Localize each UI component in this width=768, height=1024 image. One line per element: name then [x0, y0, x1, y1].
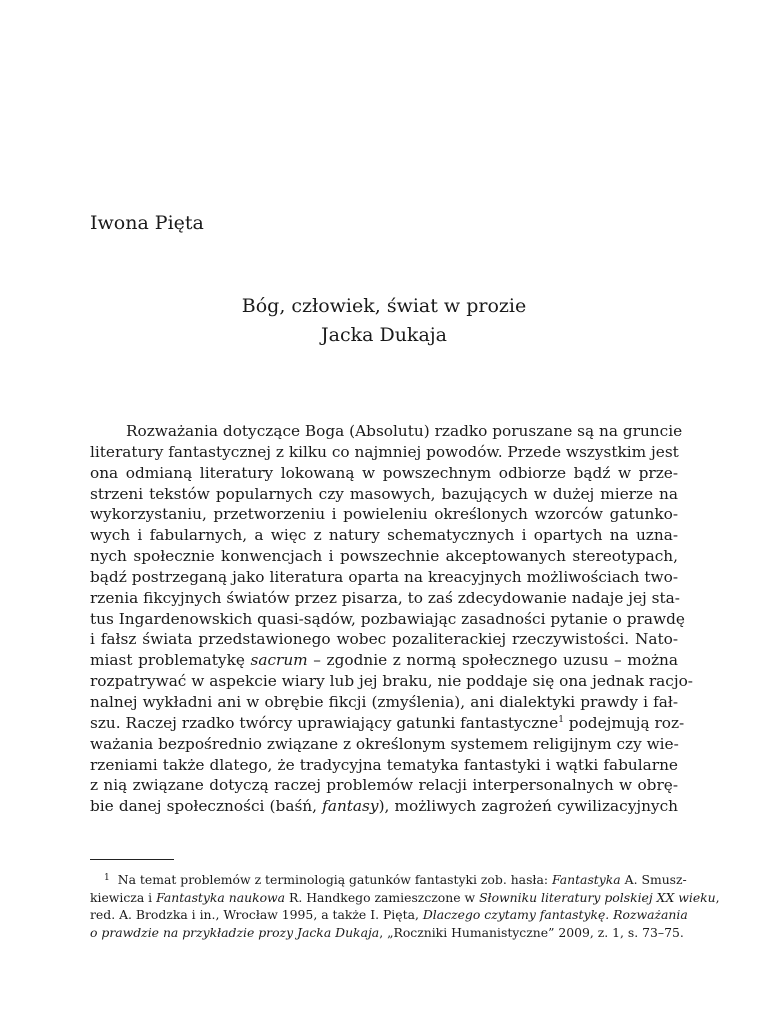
- footnote-separator: [90, 859, 174, 860]
- footnote-text-segment: Na temat problemów z terminologią gatunków fantastyki zob. hasła:: [117, 872, 552, 887]
- body-line: wych i fabularnych, a więc z natury schematycznych i opartych na uzna-: [90, 526, 678, 545]
- body-line: nych społecznie konwencjach i powszechnie akceptowanych stereotypach,: [90, 547, 678, 566]
- italic-term-sacrum: sacrum: [250, 651, 308, 670]
- title-line-2: Jacka Dukaja: [321, 324, 447, 346]
- body-line: z nią związane dotyczą raczej problemów relacji interpersonalnych w obrę-: [90, 776, 678, 795]
- body-line: [90, 796, 678, 817]
- body-text-segment: bie danej społeczności (baśń,: [90, 797, 323, 816]
- body-text-segment: szu. Raczej rzadko twórcy uprawiający gatunki fantastyczne: [90, 713, 559, 732]
- body-line: ona odmianą literatury lokowaną w powszechnym odbiorze bądź w prze-: [90, 463, 678, 482]
- footnote-italic-title: o prawdzie na przykładzie prozy Jacka Dukaja: [90, 924, 380, 940]
- footnote-text-segment: A. Smusz-: [620, 872, 687, 887]
- author-name: Iwona Pięta: [90, 212, 204, 234]
- body-text-segment: ), możliwych zagrożeń cywilizacyjnych: [378, 797, 678, 816]
- footnote-text-segment: ,: [715, 889, 720, 905]
- article-title: [90, 292, 678, 350]
- body-text-segment: podejmują roz-: [563, 713, 685, 732]
- body-paragraph: [90, 421, 693, 817]
- footnote-line: [90, 889, 720, 907]
- body-line: wykorzystaniu, przetworzeniu i powieleniu określonych wzorców gatunko-: [90, 505, 678, 524]
- body-line: [90, 650, 678, 671]
- body-line: nalnej wykładni ani w obrębie fikcji (zmyślenia), ani dialektyki prawdy i fał-: [90, 692, 678, 711]
- footnote-text-segment: red. A. Brodzka i in., Wrocław 1995, a także I. Pięta,: [90, 907, 423, 922]
- footnote-reference[interactable]: 1: [558, 714, 564, 725]
- body-text-segment: miast problematykę: [90, 651, 251, 670]
- italic-term-fantasy: fantasy: [322, 797, 379, 816]
- footnote-line: [90, 906, 688, 924]
- body-line: strzeni tekstów popularnych czy masowych, bazujących w dużej mierze na: [90, 484, 678, 503]
- body-line: tus Ingardenowskich quasi-sądów, pozbawiając zasadności pytanie o prawdę: [90, 609, 685, 628]
- body-line: literatury fantastycznej z kilku co najmniej powodów. Przede wszystkim jest: [90, 442, 679, 461]
- body-line: rzeniami także dlatego, że tradycyjna tematyka fantastyki i wątki fabularne: [90, 755, 678, 774]
- footnote-text-segment: R. Handkego zamieszczone w: [285, 889, 480, 905]
- body-line: bądź postrzeganą jako literatura oparta na kreacyjnych możliwościach two-: [90, 567, 678, 586]
- footnote-line: [90, 924, 684, 942]
- body-line: Rozważania dotyczące Boga (Absolutu) rzadko poruszane są na gruncie: [126, 422, 683, 440]
- body-line: ważania bezpośrednio związane z określonym systemem religijnym czy wie-: [90, 734, 679, 753]
- footnote-line: [90, 871, 687, 889]
- footnote-italic-title: Fantastyka: [551, 872, 621, 887]
- footnote: [90, 871, 720, 941]
- footnote-italic-title: Słowniku literatury polskiej XX wieku: [479, 889, 716, 905]
- body-text-segment: – zgodnie z normą społecznego uzusu – można: [307, 651, 679, 670]
- footnote-number: 1: [104, 873, 110, 883]
- body-line: rzenia fikcyjnych światów przez pisarza, to zaś zdecydowanie nadaje jej sta-: [90, 588, 680, 607]
- body-line: [90, 713, 685, 734]
- footnote-text-segment: kiewicza i: [90, 889, 157, 905]
- body-line: i fałsz świata przedstawionego wobec pozaliterackiej rzeczywistości. Nato-: [90, 630, 678, 649]
- body-line: rozpatrywać w aspekcie wiary lub jej braku, nie poddaje się ona jednak racjo-: [90, 672, 693, 691]
- footnote-text-segment: , „Roczniki Humanistyczne” 2009, z. 1, s. 73–75.: [379, 924, 684, 940]
- title-line-1: Bóg, człowiek, świat w prozie: [241, 295, 527, 317]
- footnote-italic-title: Dlaczego czytamy fantastykę. Rozważania: [422, 907, 688, 922]
- footnote-italic-title: Fantastyka naukowa: [156, 889, 286, 905]
